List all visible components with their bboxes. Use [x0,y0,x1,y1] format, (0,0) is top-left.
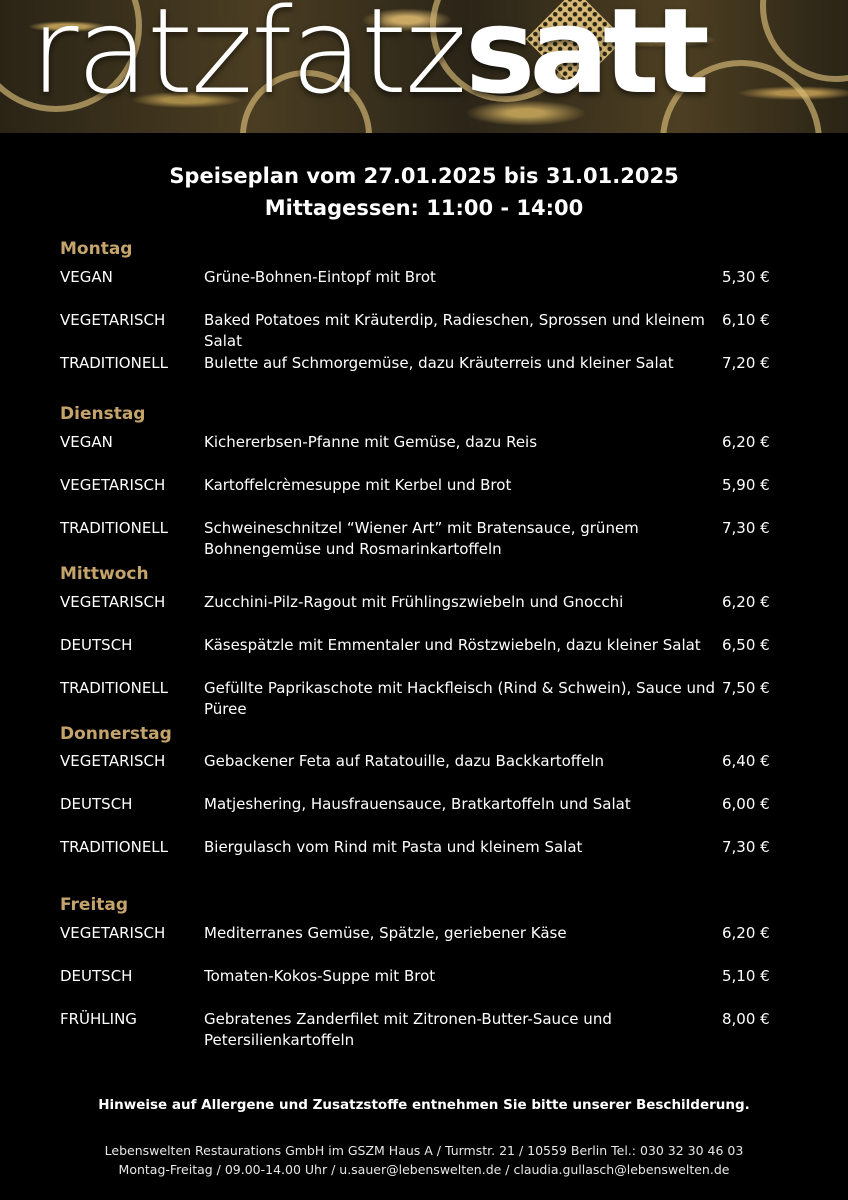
menu-category: TRADITIONELL [60,519,169,537]
day-heading: Donnerstag [60,724,172,744]
menu-category: VEGETARISCH [60,924,166,942]
title-line-dates: Speiseplan vom 27.01.2025 bis 31.01.2025 [169,164,679,188]
day-heading: Mittwoch [60,564,149,584]
menu-price: 7,30 € [722,838,770,856]
menu-dish: Mediterranes Gemüse, Spätzle, geriebener Käse [204,924,567,942]
day-heading: Dienstag [60,404,146,424]
menu-category: TRADITIONELL [60,679,169,697]
title-line-hours: Mittagessen: 11:00 - 14:00 [264,196,584,220]
menu-category: DEUTSCH [60,795,133,813]
menu-row [60,635,790,678]
menu-category: VEGETARISCH [60,476,166,494]
menu-dish: Kichererbsen-Pfanne mit Gemüse, dazu Reis [204,433,538,451]
logo-light-text: ratzfatz [30,0,466,120]
menu-price: 6,50 € [722,636,770,654]
menu-category: VEGAN [60,268,113,286]
menu-price: 8,00 € [722,1010,770,1028]
menu-price: 7,50 € [722,679,770,697]
menu-dish: Gebratenes Zanderfilet mit Zitronen-Butter-Sauce und Petersilienkartoffeln [204,1010,612,1049]
allergen-note: Hinweise auf Allergene und Zusatzstoffe entnehmen Sie bitte unserer Beschilderung. [98,1097,750,1113]
day-section [60,892,790,1052]
footer-contact: Montag-Freitag / 09.00-14.00 Uhr / u.sauer@lebenswelten.de / claudia.gullasch@lebenswelten.de [118,1162,730,1177]
menu-row [60,432,790,475]
footer-address: Lebenswelten Restaurations GmbH im GSZM Haus A / Turmstr. 21 / 10559 Berlin Tel.: 030 32 30 46 03 [104,1143,744,1158]
menu-price: 6,00 € [722,795,770,813]
menu-row [60,310,790,353]
menu-dish: Baked Potatoes mit Kräuterdip, Radieschen, Sprossen und kleinem Salat [204,311,705,350]
logo-bold-text: satt [465,0,704,120]
day-heading: Montag [60,239,133,259]
menu-price: 6,10 € [722,311,770,329]
day-section [60,721,790,880]
menu-row [60,267,790,310]
menu-price: 6,20 € [722,924,770,942]
menu-row [60,794,790,837]
menu-price: 5,10 € [722,967,770,985]
menu-row [60,837,790,880]
menu-dish: Schweineschnitzel “Wiener Art” mit Bratensauce, grünem Bohnengemüse und Rosmarinkartoffeln [204,519,639,558]
page-title [0,160,848,224]
day-heading: Freitag [60,895,129,915]
menu-category: VEGAN [60,433,113,451]
menu-dish: Kartoffelcrèmesuppe mit Kerbel und Brot [204,476,512,494]
menu-price: 6,20 € [722,433,770,451]
menu-dish: Grüne-Bohnen-Eintopf mit Brot [204,268,436,286]
menu-dish: Gefüllte Paprikaschote mit Hackfleisch (Rind & Schwein), Sauce und Püree [204,679,716,718]
menu-dish: Zucchini-Pilz-Ragout mit Frühlingszwiebeln und Gnocchi [204,593,624,611]
menu-dish: Tomaten-Kokos-Suppe mit Brot [204,967,436,985]
menu-row [60,592,790,635]
menu-dish: Biergulasch vom Rind mit Pasta und kleinem Salat [204,838,583,856]
day-section [60,236,790,396]
menu-category: DEUTSCH [60,967,133,985]
menu-price: 5,30 € [722,268,770,286]
menu-price: 6,20 € [722,593,770,611]
menu-price: 5,90 € [722,476,770,494]
menu-row [60,678,790,721]
day-section [60,561,790,721]
menu-dish: Matjeshering, Hausfrauensauce, Bratkartoffeln und Salat [204,795,631,813]
menu-row [60,475,790,518]
menu-price: 6,40 € [722,752,770,770]
weekly-menu [60,236,790,1052]
menu-row [60,1009,790,1052]
menu-row [60,923,790,966]
menu-price: 7,20 € [722,354,770,372]
menu-row [60,751,790,794]
menu-dish: Bulette auf Schmorgemüse, dazu Kräuterreis und kleiner Salat [204,354,674,372]
menu-category: TRADITIONELL [60,354,169,372]
menu-category: VEGETARISCH [60,593,166,611]
menu-category: VEGETARISCH [60,752,166,770]
menu-category: TRADITIONELL [60,838,169,856]
menu-dish: Gebackener Feta auf Ratatouille, dazu Backkartoffeln [204,752,605,770]
header-banner [0,0,848,133]
menu-row [60,353,790,396]
menu-category: VEGETARISCH [60,311,166,329]
menu-dish: Käsespätzle mit Emmentaler und Röstzwiebeln, dazu kleiner Salat [204,636,701,654]
menu-price: 7,30 € [722,519,770,537]
footer [0,1141,848,1179]
day-section [60,401,790,561]
brand-logo [30,0,704,120]
menu-row [60,518,790,561]
menu-category: FRÜHLING [60,1010,137,1028]
menu-row [60,966,790,1009]
menu-category: DEUTSCH [60,636,133,654]
